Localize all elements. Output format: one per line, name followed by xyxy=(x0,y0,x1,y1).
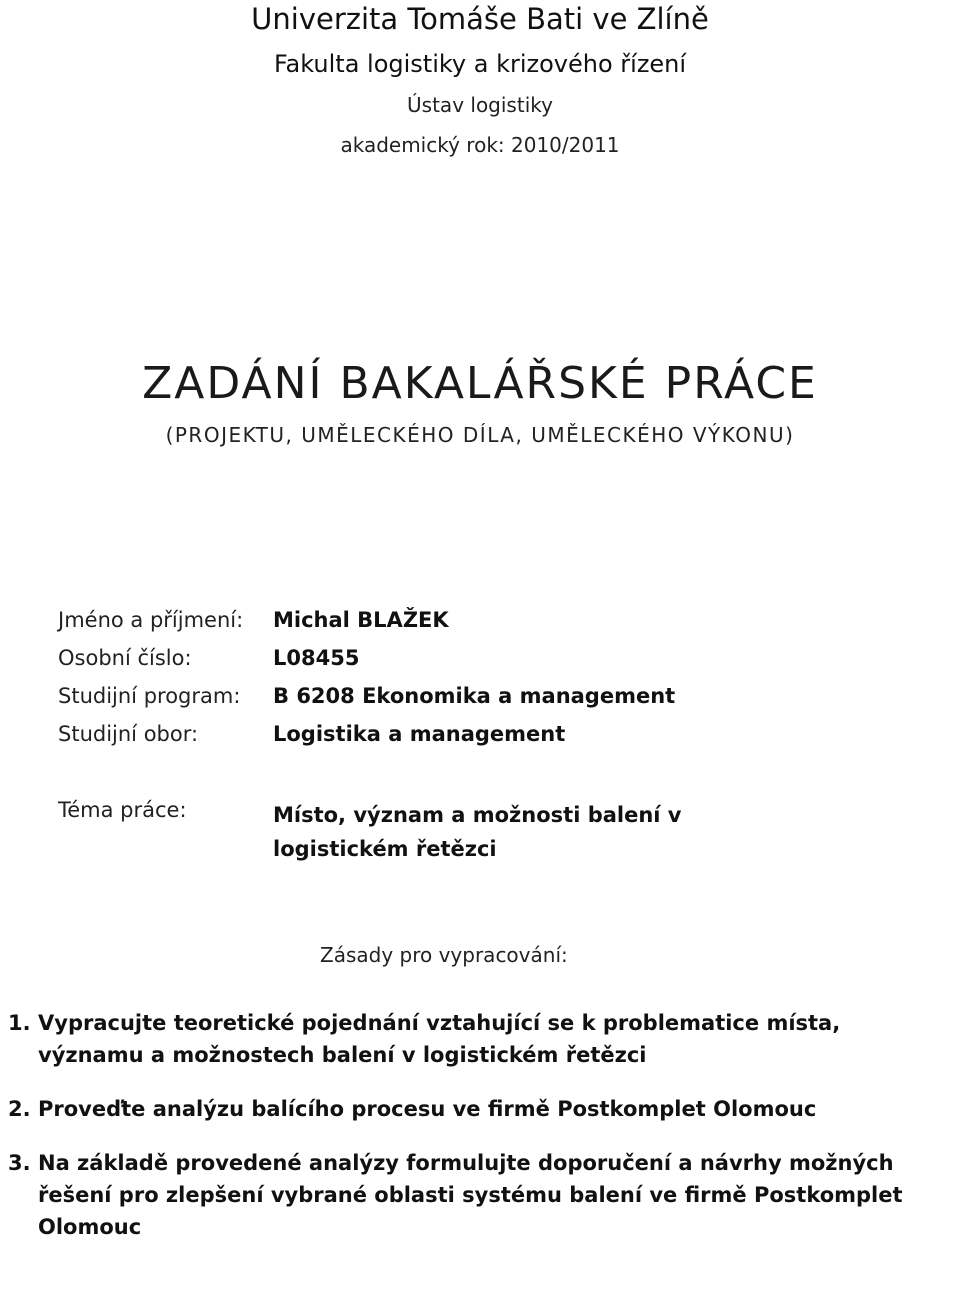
info-row-name xyxy=(58,608,918,646)
list-item xyxy=(8,1093,908,1125)
info-row-program xyxy=(58,684,918,722)
student-info xyxy=(58,608,918,760)
university-name: Univerzita Tomáše Bati ve Zlíně xyxy=(251,2,709,36)
list-item-number: 2. xyxy=(8,1097,31,1121)
info-label: Osobní číslo: xyxy=(58,646,192,670)
list-item xyxy=(8,1007,908,1071)
info-value: B 6208 Ekonomika a management xyxy=(273,684,676,708)
list-item-number: 1. xyxy=(8,1011,31,1035)
info-value: Michal BLAŽEK xyxy=(273,608,449,632)
list-item-text: Vypracujte teoretické pojednání vztahující se k problematice místa, významu a možnostech balení v logistickém řetězci xyxy=(38,1011,841,1067)
topic-value: Místo, význam a možnosti balení v logistickém řetězci xyxy=(273,803,682,861)
document-subtitle: (PROJEKTU, UMĚLECKÉHO DÍLA, UMĚLECKÉHO VÝKONU) xyxy=(165,423,795,447)
info-label: Studijní obor: xyxy=(58,722,199,746)
principles-list xyxy=(8,1007,908,1243)
info-value: L08455 xyxy=(273,646,360,670)
list-item-text: Na základě provedené analýzy formulujte doporučení a návrhy možných řešení pro zlepšení vybrané oblasti systému balení ve firmě Postkomplet Olomouc xyxy=(38,1151,903,1239)
info-label: Studijní program: xyxy=(58,684,241,708)
list-item xyxy=(8,1147,908,1243)
info-value: Logistika a management xyxy=(273,722,566,746)
principles-heading: Zásady pro vypracování: xyxy=(320,943,568,967)
faculty-name: Fakulta logistiky a krizového řízení xyxy=(273,50,687,78)
info-label: Jméno a příjmení: xyxy=(58,608,244,632)
list-item-number: 3. xyxy=(8,1151,31,1175)
info-row-id xyxy=(58,646,918,684)
document-title: ZADÁNÍ BAKALÁŘSKÉ PRÁCE xyxy=(142,358,818,409)
institute-name: Ústav logistiky xyxy=(407,93,553,117)
info-row-field xyxy=(58,722,918,760)
topic-label: Téma práce: xyxy=(58,798,187,822)
academic-year: akademický rok: 2010/2011 xyxy=(340,133,620,157)
list-item-text: Proveďte analýzu balícího procesu ve firmě Postkomplet Olomouc xyxy=(38,1097,817,1121)
